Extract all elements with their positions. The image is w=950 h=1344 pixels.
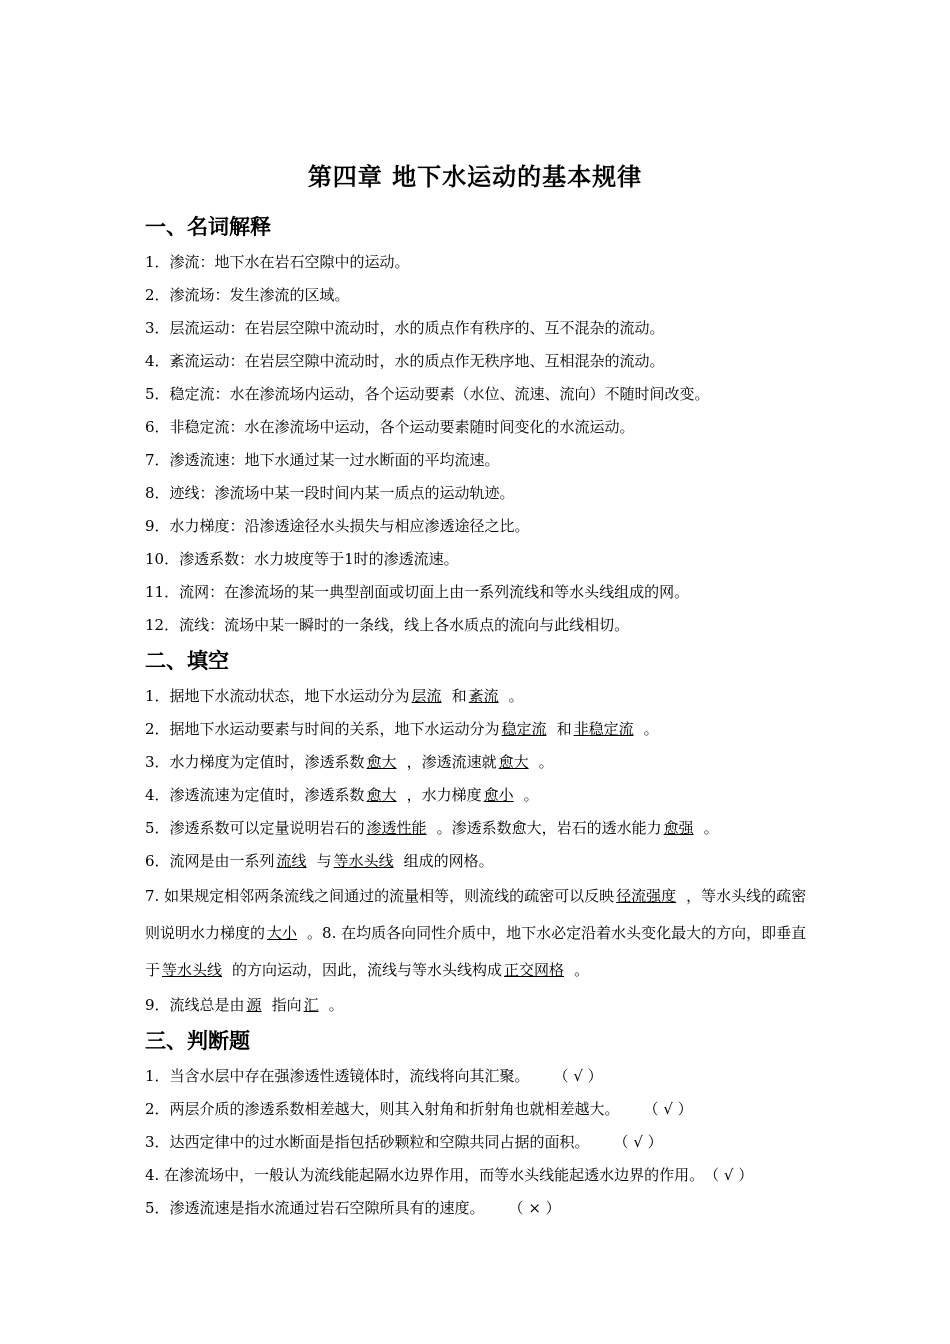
true-false-item: [145, 1126, 815, 1159]
question-text: 组成的网格。: [403, 852, 494, 870]
answer-blank: 汇: [303, 996, 319, 1014]
definition-item: 6．非稳定流：水在渗流场中运动，各个运动要素随时间变化的水流运动。: [145, 418, 635, 436]
answer-blank: 愈大: [366, 753, 397, 771]
section-heading-definitions: 一、名词解释: [145, 215, 271, 239]
question-text: 和: [556, 720, 572, 738]
answer-blank: 愈大: [498, 753, 529, 771]
question-text: 3．水力梯度为定值时，渗透系数: [145, 753, 365, 771]
question-text: 的方向运动，因此，流线与等水头线构成: [232, 961, 503, 979]
answer-blank: 紊流: [468, 687, 499, 705]
question-text: 6．流网是由一系列: [145, 852, 275, 870]
definition-item: 2．渗流场：发生渗流的区域。: [145, 286, 350, 304]
answer-mark: （ √ ）: [643, 1100, 693, 1118]
true-false-item: [145, 1159, 815, 1192]
question-text: 。: [703, 819, 719, 837]
true-false-item: [145, 1192, 815, 1225]
question-text: ，等水头线的疏密则说明水力梯度的: [145, 887, 807, 942]
question-text: ，渗透流速就: [406, 753, 497, 771]
page-title: 第四章 地下水运动的基本规律: [307, 163, 643, 191]
true-false-item: [145, 1093, 815, 1126]
document-body: [145, 208, 815, 1225]
question-text: 和: [451, 687, 467, 705]
answer-blank: 径流强度: [616, 887, 677, 905]
question-text: 7. 如果规定相邻两条流线之间通过的流量相等，则流线的疏密可以反映: [145, 887, 615, 905]
definition-item: 7．渗透流速：地下水通过某一过水断面的平均流速。: [145, 451, 500, 469]
question-text: 。: [508, 687, 524, 705]
answer-blank: 愈小: [483, 786, 514, 804]
question-text: 。渗透系数愈大，岩石的透水能力: [436, 819, 662, 837]
fill-in-item: [145, 746, 815, 779]
true-false-item: [145, 1060, 815, 1093]
answer-mark: （ × ）: [508, 1199, 561, 1217]
definition-item: 5．稳定流：水在渗流场内运动，各个运动要素（水位、流速、流向）不随时间改变。: [145, 385, 710, 403]
fill-in-item: [145, 680, 815, 713]
fill-in-item: [145, 845, 815, 878]
question-text: 。: [538, 753, 554, 771]
statement-text: 4. 在渗流场中，一般认为流线能起隔水边界作用，而等水头线能起透水边界的作用。: [145, 1166, 705, 1184]
definition-item: 11．流网：在渗流场的某一典型剖面或切面上由一系列流线和等水头线组成的网。: [145, 583, 690, 601]
question-text: 。: [574, 961, 590, 979]
fill-in-item: [145, 713, 815, 746]
question-text: 1．据地下水流动状态，地下水运动分为: [145, 687, 410, 705]
section-heading-true-false: 三、判断题: [145, 1029, 250, 1053]
question-text: 4．渗透流速为定值时，渗透系数: [145, 786, 365, 804]
answer-mark: （ √ ）: [613, 1133, 663, 1151]
section-heading-fill-in: 二、填空: [145, 649, 229, 673]
answer-mark: （ √ ）: [553, 1067, 603, 1085]
question-text: 。: [643, 720, 659, 738]
answer-blank: 等水头线: [333, 852, 394, 870]
answer-blank: 流线: [276, 852, 307, 870]
fill-in-item: [145, 989, 815, 1022]
definition-item: 1．渗流：地下水在岩石空隙中的运动。: [145, 253, 410, 271]
definition-item: 8．迹线：渗流场中某一段时间内某一质点的运动轨迹。: [145, 484, 515, 502]
answer-blank: 正交网格: [504, 961, 565, 979]
fill-in-item: [145, 878, 815, 989]
definition-item: 4．紊流运动：在岩层空隙中流动时，水的质点作无秩序地、互相混杂的流动。: [145, 352, 665, 370]
answer-blank: 层流: [411, 687, 442, 705]
definition-item: 9．水力梯度：沿渗透途径水头损失与相应渗透途径之比。: [145, 517, 530, 535]
question-text: 9．流线总是由: [145, 996, 245, 1014]
answer-blank: 等水头线: [162, 961, 223, 979]
answer-blank: 源: [246, 996, 262, 1014]
question-text: 。8. 在均质各向同性介质中，地下水必定沿着水头变化最大的方向，即垂直于: [145, 924, 807, 979]
statement-text: 5．渗透流速是指水流通过岩石空隙所具有的速度。: [145, 1199, 485, 1217]
answer-blank: 渗透性能: [366, 819, 427, 837]
answer-blank: 非稳定流: [573, 720, 634, 738]
question-text: 5．渗透系数可以定量说明岩石的: [145, 819, 365, 837]
definition-item: 3．层流运动：在岩层空隙中流动时，水的质点作有秩序的、互不混杂的流动。: [145, 319, 665, 337]
answer-blank: 稳定流: [501, 720, 547, 738]
answer-mark: （ √ ）: [704, 1166, 754, 1184]
statement-text: 2．两层介质的渗透系数相差越大，则其入射角和折射角也就相差越大。: [145, 1100, 620, 1118]
question-text: 与: [316, 852, 332, 870]
definition-item: 10．渗透系数：水力坡度等于1时的渗透流速。: [145, 550, 459, 568]
question-text: 2．据地下水运动要素与时间的关系，地下水运动分为: [145, 720, 500, 738]
question-text: 。: [523, 786, 539, 804]
question-text: 指向: [271, 996, 302, 1014]
statement-text: 3．达西定律中的过水断面是指包括砂颗粒和空隙共同占据的面积。: [145, 1133, 590, 1151]
statement-text: 1．当含水层中存在强渗透性透镜体时，流线将向其汇聚。: [145, 1067, 530, 1085]
question-text: 。: [328, 996, 344, 1014]
fill-in-item: [145, 812, 815, 845]
fill-in-item: [145, 779, 815, 812]
answer-blank: 大小: [267, 924, 298, 942]
definition-item: 12．流线：流场中某一瞬时的一条线，线上各水质点的流向与此线相切。: [145, 616, 630, 634]
question-text: ，水力梯度: [406, 786, 482, 804]
answer-blank: 愈大: [366, 786, 397, 804]
answer-blank: 愈强: [663, 819, 694, 837]
